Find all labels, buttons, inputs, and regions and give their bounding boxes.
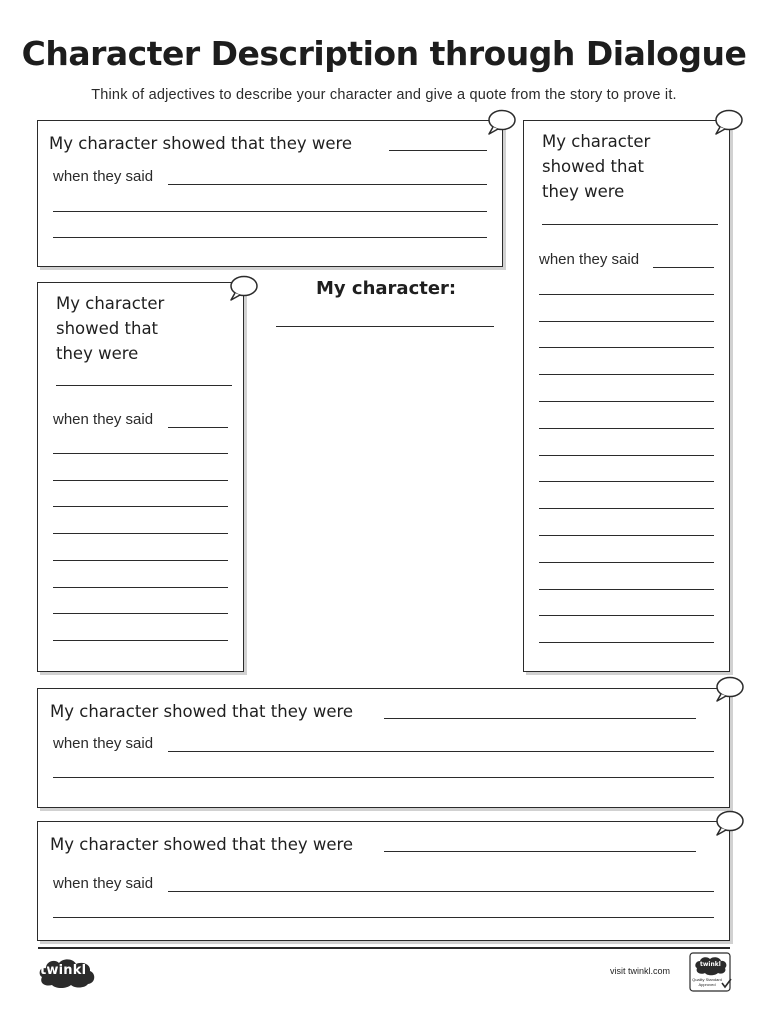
box-right-heading-line1: My character [542,132,651,151]
quote-line[interactable] [168,184,487,185]
quote-line[interactable] [53,533,228,534]
footer-rule [38,947,730,949]
adjective-line[interactable] [389,150,487,151]
quote-line[interactable] [539,321,714,322]
my-character-label: My character: [316,278,457,299]
quote-line[interactable] [53,560,228,561]
quote-line[interactable] [539,455,714,456]
box-left-heading-line1: My character [56,294,165,313]
speech-bubble-icon [712,809,746,837]
quote-line[interactable] [539,642,714,643]
speech-bubble-icon [226,274,260,302]
box-right-heading-line2: showed that [542,157,645,176]
quote-line[interactable] [168,751,714,752]
adjective-line[interactable] [384,718,696,719]
badge-logo-text: twinkl [700,961,721,968]
quote-line[interactable] [539,428,714,429]
quality-badge-icon [689,952,733,994]
speech-bubble-icon [711,108,745,136]
box-bottom-1-heading: My character showed that they were [50,702,354,721]
quote-line[interactable] [53,777,714,778]
when-they-said-label: when they said [53,411,154,428]
quote-line[interactable] [53,453,228,454]
box-bottom-2-heading: My character showed that they were [50,835,354,854]
adjective-line[interactable] [384,851,696,852]
adjective-line[interactable] [542,224,718,225]
box-left-heading-line2: showed that [56,319,159,338]
quote-line[interactable] [168,891,714,892]
badge-caption: Quality Standard Approved [692,977,722,987]
when-they-said-label: when they said [539,251,640,268]
quote-line[interactable] [539,294,714,295]
quote-line[interactable] [539,374,714,375]
when-they-said-label: when they said [53,875,154,892]
character-name-line[interactable] [276,326,494,327]
box-left-heading-line3: they were [56,344,139,363]
quote-line[interactable] [53,211,487,212]
quote-line[interactable] [539,562,714,563]
quote-line[interactable] [539,589,714,590]
page-title: Character Description through Dialogue [21,34,747,73]
quote-line[interactable] [539,401,714,402]
visit-twinkl-link[interactable]: visit twinkl.com [610,966,671,976]
when-they-said-label: when they said [53,735,154,752]
quote-line[interactable] [653,267,714,268]
quote-line[interactable] [539,535,714,536]
quote-line[interactable] [53,587,228,588]
quality-badge [689,952,733,994]
box-right-heading-line3: they were [542,182,625,201]
quote-line[interactable] [53,613,228,614]
speech-bubble-icon [484,108,518,136]
quote-line[interactable] [53,237,487,238]
adjective-line[interactable] [56,385,232,386]
quote-line[interactable] [539,347,714,348]
quote-line[interactable] [539,481,714,482]
speech-bubble-icon [712,675,746,703]
quote-line[interactable] [53,640,228,641]
quote-line[interactable] [168,427,228,428]
twinkl-logo-text: twinkl [40,963,87,978]
instructions: Think of adjectives to describe your character and give a quote from the story to prove it. [91,87,677,103]
quote-line[interactable] [539,615,714,616]
quote-line[interactable] [539,508,714,509]
when-they-said-label: when they said [53,168,154,185]
quote-line[interactable] [53,506,228,507]
box-top-left-heading: My character showed that they were [49,134,353,153]
quote-line[interactable] [53,917,714,918]
quote-line[interactable] [53,480,228,481]
